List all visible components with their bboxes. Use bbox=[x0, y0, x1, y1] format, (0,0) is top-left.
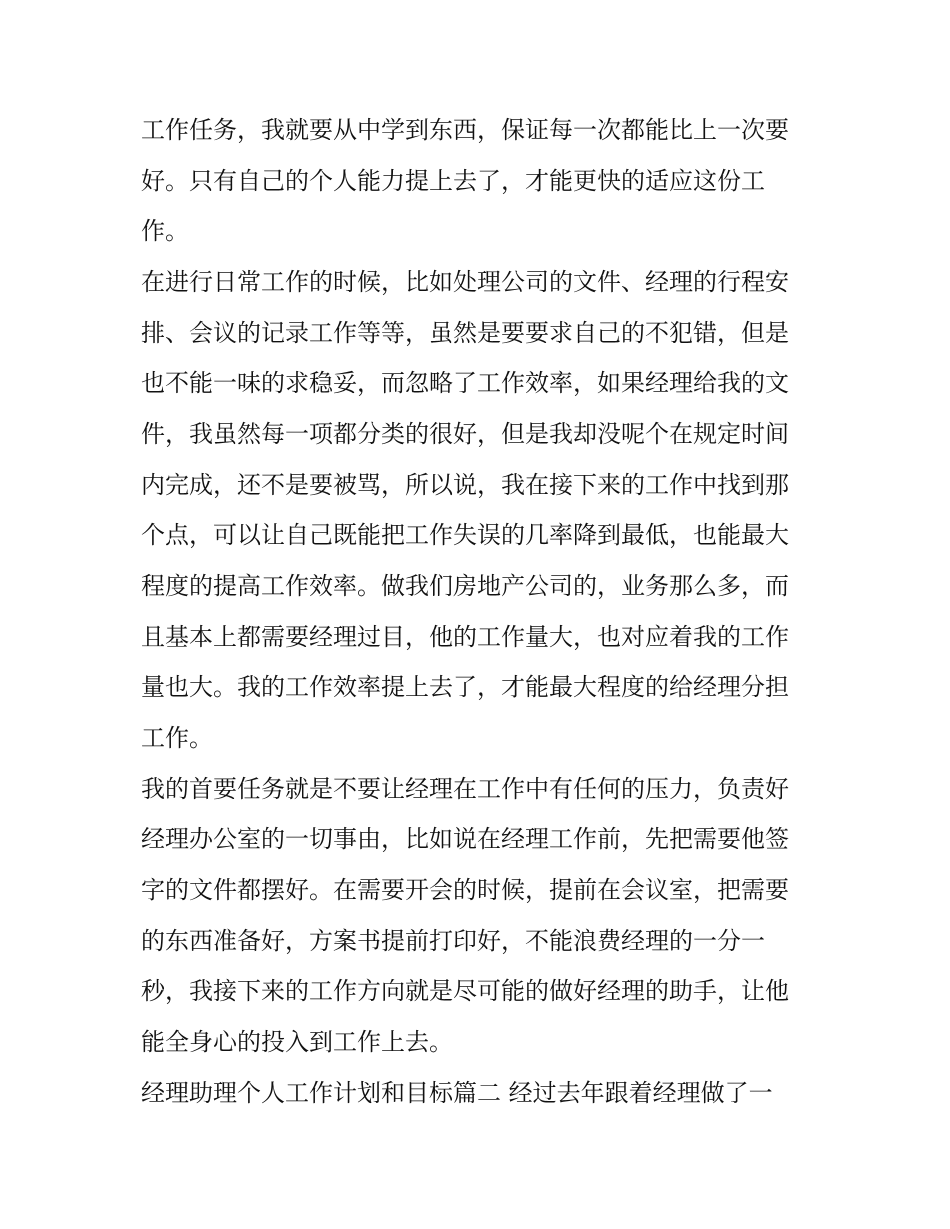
text-line: 作。 bbox=[141, 217, 189, 245]
text-line: 且基本上都需要经理过目，他的工作量大，也对应着我的工作 bbox=[141, 623, 789, 651]
text-line: 量也大。我的工作效率提上去了，才能最大程度的给经理分担 bbox=[141, 673, 789, 701]
text-line: 的东西准备好，方案书提前打印好，不能浪费经理的一分一 bbox=[141, 927, 765, 955]
text-line: 也不能一味的求稳妥，而忽略了工作效率，如果经理给我的文 bbox=[141, 369, 789, 397]
text-line: 我的首要任务就是不要让经理在工作中有任何的压力，负责好 bbox=[141, 775, 789, 803]
text-line: 经理办公室的一切事由，比如说在经理工作前，先把需要他签 bbox=[141, 825, 789, 853]
text-line: 能全身心的投入到工作上去。 bbox=[141, 1028, 453, 1056]
text-line: 在进行日常工作的时候，比如处理公司的文件、经理的行程安 bbox=[141, 268, 789, 296]
text-line: 件，我虽然每一项都分类的很好，但是我却没呢个在规定时间 bbox=[141, 420, 789, 448]
text-line: 排、会议的记录工作等等，虽然是要要求自己的不犯错，但是 bbox=[141, 319, 789, 347]
text-line: 程度的提高工作效率。做我们房地产公司的，业务那么多，而 bbox=[141, 572, 789, 600]
text-line: 内完成，还不是要被骂，所以说，我在接下来的工作中找到那 bbox=[141, 471, 789, 499]
text-line: 经理助理个人工作计划和目标篇二 经过去年跟着经理做了一 bbox=[141, 1079, 773, 1107]
text-line: 秒，我接下来的工作方向就是尽可能的做好经理的助手，让他 bbox=[141, 977, 789, 1005]
text-line: 工作任务，我就要从中学到东西，保证每一次都能比上一次要 bbox=[141, 116, 789, 144]
text-line: 字的文件都摆好。在需要开会的时候，提前在会议室，把需要 bbox=[141, 876, 789, 904]
text-line: 好。只有自己的个人能力提上去了，才能更快的适应这份工 bbox=[141, 167, 765, 195]
text-line: 个点，可以让自己既能把工作失误的几率降到最低，也能最大 bbox=[141, 521, 789, 549]
text-line: 工作。 bbox=[141, 724, 213, 752]
